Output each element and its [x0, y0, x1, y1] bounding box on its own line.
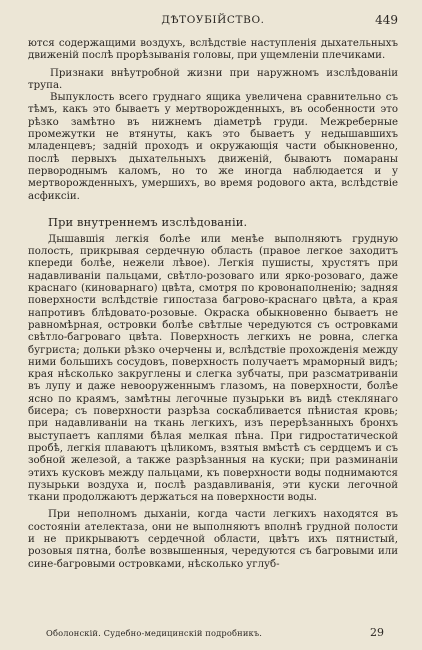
paragraph-external-signs: Выпуклость всего груднаго ящика увеличена сравнительно съ тѣмъ, какъ это бываетъ у мертворожденныхъ, въ особенности это рѣзко замѣтно въ нижнемъ діаметрѣ груди. Межреберные промежутки не втянуты, какъ это бываетъ у недышавшихъ младенцевъ; задній проходъ и окружающія части обыкновенно, послѣ первыхъ дыхательныхъ движеній, бываютъ помараны первороднымъ каломъ, но то же иногда наблюдается и у мертворожденныхъ, умершихъ, во время родового акта, вслѣдствіе асфиксіи. — [28, 92, 398, 202]
header-title: ДѢТОУБІЙСТВО. — [161, 14, 265, 26]
paragraph-internal-exam: Дышавшія легкія болѣе или менѣе выполняютъ грудную полость, прикрывая сердечную область (правое легкое заходитъ кпереди болѣе, нежели лѣвое). Легкія пушисты, хрустятъ при надавливаніи пальцами, свѣтло-розоваго или ярко-розоваго, даже краснаго (киноварнаго) цвѣта, смотря по кровонаполненію; задняя поверхности вслѣдствіе гипостаза багрово-краснаго цвѣта, а края напротивъ блѣдовато-розовые. Окраска обыкновенно бываетъ не равномѣрная, островки болѣе свѣтлые чередуются съ островками свѣтло-багроваго цвѣта. Поверхность легкихъ не ровна, слегка бугриста; дольки рѣзко очерчены и, вслѣдствіе прохожденія между ними большихъ сосудовъ, поверхность получаетъ мраморный видъ; края нѣсколько закруглены и слегка зубчаты, при разсматриваніи въ лупу и даже невооруженнымъ глазомъ, на поверхности, болѣе ясно по краямъ, замѣтны легочные пузырьки въ видѣ стеклянаго бисера; съ поверхности разрѣза соскабливается пѣнистая кровь; при надавливаніи на ткань легкихъ, изъ перерѣзанныхъ бронхъ выступаетъ каплями бѣлая мелкая пѣна. При гидростатической пробѣ, легкія плаваютъ цѣликомъ, взятыя вмѣстѣ съ сердцемъ и съ зобной железой, а также разрѣзанныя на куски; при разминаніи этихъ кусковъ между пальцами, къ поверхности воды поднимаются пузырьки воздуха и, послѣ раздавливанія, эти куски легочной ткани продолжаютъ держаться на поверхности воды. — [28, 233, 398, 504]
footer-text: Оболонскій. Судебно-медицинскій подробникъ. — [46, 628, 263, 638]
section-heading: При внутреннемъ изслѣдованіи. — [48, 214, 248, 229]
paragraph-incomplete-breathing: При неполномъ дыханіи, когда части легкихъ находятся въ состояніи ателектаза, они не выполняютъ вполнѣ грудной полости и не прикрываютъ сердечной области, цвѣтъ ихъ пятнистый, розовыя пятна, болѣе возвышенныя, чередуются съ багровыми или сине-багровыми островками, нѣсколько углуб- — [28, 509, 398, 570]
page-footer — [46, 628, 384, 638]
paragraph-continuation: ются содержащими воздухъ, вслѣдствіе наступленія дыхательныхъ движеній послѣ прорѣзыванія головы, при ущемленіи плечиками. — [28, 38, 398, 62]
paragraph-signs-heading: Признаки внѣутробной жизни при наружномъ изслѣдованіи трупа. — [28, 67, 398, 91]
page-body — [28, 38, 398, 571]
page-number: 449 — [375, 13, 398, 27]
signature-mark: 29 — [370, 626, 384, 639]
running-header — [28, 12, 398, 28]
